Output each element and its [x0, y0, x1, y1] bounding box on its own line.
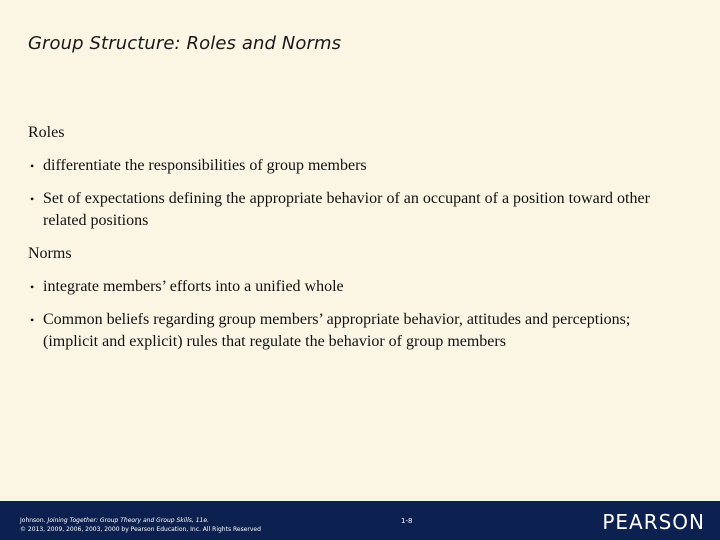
citation-author: Johnson.: [20, 517, 46, 524]
footer-citation: [20, 516, 261, 534]
bullet-item: [28, 155, 688, 177]
section-roles: [28, 122, 688, 232]
bullet-item: [28, 309, 688, 353]
bullet-item: [28, 188, 688, 232]
slide-title: Group Structure: Roles and Norms: [28, 33, 342, 54]
citation-book-title: Joining Together: Group Theory and Group Skills, 11e.: [47, 517, 209, 524]
section-norms: [28, 243, 688, 353]
bullet-text: differentiate the responsibilities of group members: [43, 157, 367, 174]
slide-content: [28, 122, 688, 364]
bullet-icon: •: [30, 159, 35, 173]
pearson-logo: PEARSON: [602, 510, 705, 534]
bullet-icon: •: [30, 280, 35, 294]
bullet-text: Set of expectations defining the appropriate behavior of an occupant of a position toward other related positions: [43, 190, 650, 229]
bullet-text: integrate members’ efforts into a unified whole: [43, 278, 344, 295]
footer-bar: [0, 501, 720, 540]
bullet-text: Common beliefs regarding group members’ appropriate behavior, attitudes and perceptions; (implicit and explicit) rules that regulate the behavior of group members: [43, 311, 631, 350]
page-number: 1-8: [401, 517, 413, 525]
bullet-icon: •: [30, 192, 35, 206]
bullet-item: [28, 276, 688, 298]
section-heading-roles: Roles: [28, 124, 65, 141]
copyright-line: © 2013, 2009, 2006, 2003, 2000 by Pearson Education, Inc. All Rights Reserved: [20, 526, 261, 533]
citation-line: [20, 516, 261, 525]
bullet-icon: •: [30, 313, 35, 327]
section-heading-norms: Norms: [28, 245, 72, 262]
